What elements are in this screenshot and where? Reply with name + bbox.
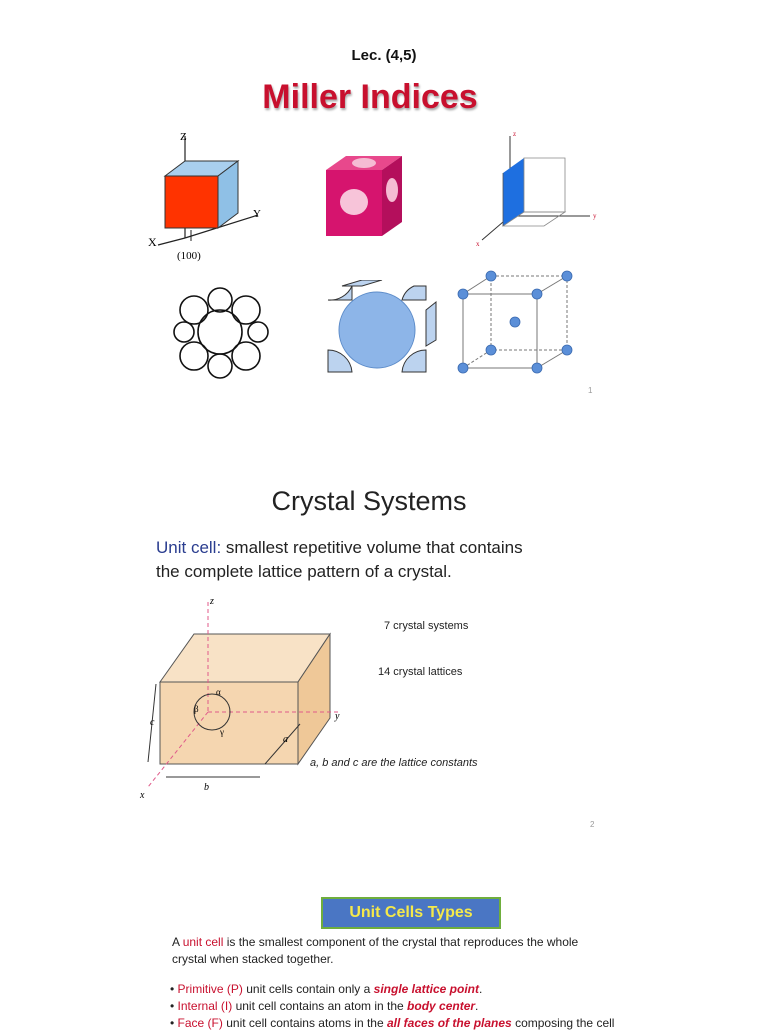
diagram-alpha-label: α — [216, 687, 221, 697]
lattice-points-figure — [455, 268, 580, 378]
definition-text: smallest repetitive volume that contains — [225, 538, 523, 557]
section-title-crystal-systems: Crystal Systems — [271, 486, 467, 516]
diagram-b-label: b — [204, 782, 209, 793]
pink-cube-figure — [320, 150, 410, 245]
page-title: Miller Indices — [262, 78, 478, 116]
bullet-emphasis: all faces of the planes — [387, 1016, 512, 1030]
fact-crystal-systems: 7 crystal systems — [384, 620, 469, 632]
lecture-number: Lec. (4,5) — [351, 47, 417, 64]
definition-term: Unit cell: — [156, 538, 222, 557]
list-item: • Face (F) unit cell contains atoms in the all faces of the planes composing the cell — [170, 1016, 615, 1030]
diagram-gamma-label: γ — [220, 727, 224, 737]
unit-cells-types-heading: Unit Cells Types — [321, 897, 501, 929]
fact-crystal-lattices: 14 crystal lattices — [378, 666, 463, 678]
diagram-a-label: a — [283, 734, 288, 745]
definition-text-2: the complete lattice pattern of a crystal. — [156, 562, 452, 581]
intro-term: unit cell — [182, 935, 224, 949]
cube-100-plane-figure — [140, 128, 280, 268]
diagram-y-label: y — [335, 711, 340, 722]
diagonal-plane-figure — [470, 128, 610, 258]
unit-cell-types-list — [170, 981, 730, 1032]
bullet-tail: . — [479, 982, 483, 996]
small-z-label: z — [513, 130, 517, 138]
bullet-emphasis: single lattice point — [373, 982, 480, 996]
bullet-name: Internal (I) — [177, 999, 233, 1013]
diagram-x-label: x — [140, 790, 145, 801]
unit-cell-intro — [172, 934, 672, 968]
unit-cell-diagram — [130, 592, 360, 802]
plane-label: (100) — [177, 250, 201, 262]
intro-line-2: crystal when stacked together. — [172, 952, 334, 966]
intro-rest: is the smallest component of the crystal that reproduces the whole — [226, 935, 579, 949]
bcc-spheres-figure — [322, 280, 442, 380]
bullet-tail: . — [475, 999, 479, 1013]
x-axis-label: X — [148, 235, 157, 249]
z-axis-label: Z — [180, 131, 187, 143]
unit-cell-definition — [156, 536, 676, 584]
diagram-beta-label: β — [194, 704, 199, 714]
list-item: • Internal (I) unit cell contains an atom in the body center. — [170, 999, 479, 1013]
bullet-name: Face (F) — [177, 1016, 223, 1030]
bullet-name: Primitive (P) — [177, 982, 243, 996]
bullet-text: unit cell contains an atom in the — [235, 999, 404, 1013]
list-item: • Primitive (P) unit cells contain only a single lattice point. — [170, 982, 483, 996]
lattice-constants-note: a, b and c are the lattice constants — [310, 757, 478, 769]
bullet-emphasis: body center — [407, 999, 476, 1013]
small-x-label: x — [476, 240, 480, 248]
bullet-text: unit cell contains atoms in the — [226, 1016, 384, 1030]
diagram-c-label: c — [150, 717, 155, 728]
page-number-2: 2 — [590, 820, 595, 829]
intro-prefix: A — [172, 935, 180, 949]
bullet-text: unit cells contain only a — [246, 982, 371, 996]
page-number-1: 1 — [588, 386, 593, 395]
fcc-sketch-figure — [168, 282, 273, 382]
bullet-tail: composing the cell — [515, 1016, 615, 1030]
diagram-z-label: z — [210, 596, 214, 607]
small-y-label: y — [593, 212, 597, 220]
y-axis-label: Y — [253, 208, 261, 220]
